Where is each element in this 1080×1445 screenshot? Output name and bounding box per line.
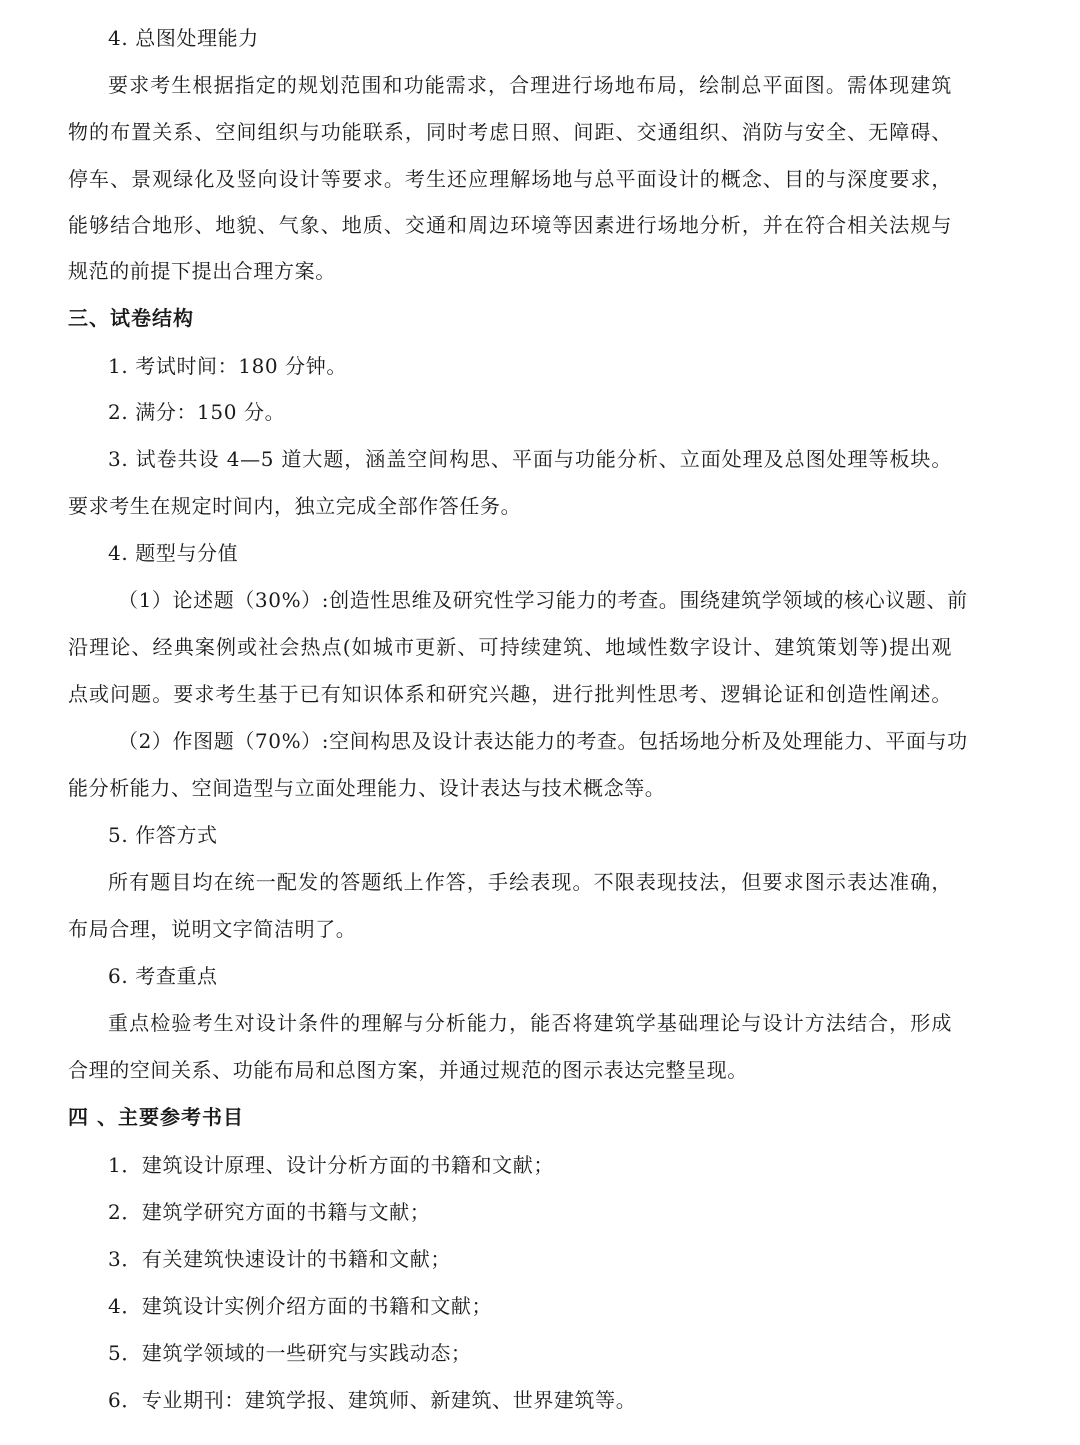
paragraph-line: （2）作图题（70%）:空间构思及设计表达能力的考查。包括场地分析及处理能力、平面与功: [118, 729, 968, 753]
reference-item: 6．专业期刊：建筑学报、建筑师、新建筑、世界建筑等。: [108, 1388, 637, 1412]
subsection-title: 5. 作答方式: [108, 823, 218, 847]
paragraph-line: 能够结合地形、地貌、气象、地质、交通和周边环境等因素进行场地分析，并在符合相关法规与: [68, 213, 952, 237]
section-heading: 三、试卷结构: [68, 306, 194, 330]
paragraph-line: 合理的空间关系、功能布局和总图方案，并通过规范的图示表达完整呈现。: [68, 1058, 748, 1082]
paragraph-line: 物的布置关系、空间组织与功能联系，同时考虑日照、间距、交通组织、消防与安全、无障碍、: [68, 120, 952, 144]
paragraph-line: 沿理论、经典案例或社会热点(如城市更新、可持续建筑、地域性数字设计、建筑策划等)提出观: [68, 635, 952, 659]
paragraph-line: 点或问题。要求考生基于已有知识体系和研究兴趣，进行批判性思考、逻辑论证和创造性阐述。: [68, 682, 952, 706]
paragraph-line: 要求考生在规定时间内，独立完成全部作答任务。: [68, 494, 522, 518]
paragraph-line: 停车、景观绿化及竖向设计等要求。考生还应理解场地与总平面设计的概念、目的与深度要求，: [68, 167, 952, 191]
paragraph-line: 3. 试卷共设 4—5 道大题，涵盖空间构思、平面与功能分析、立面处理及总图处理等板块。: [108, 447, 952, 471]
reference-item: 5．建筑学领域的一些研究与实践动态；: [108, 1341, 472, 1365]
reference-item: 3．有关建筑快速设计的书籍和文献；: [108, 1247, 451, 1271]
list-item: 1. 考试时间：180 分钟。: [108, 354, 347, 378]
reference-item: 1．建筑设计原理、设计分析方面的书籍和文献；: [108, 1153, 554, 1177]
list-item: 2. 满分：150 分。: [108, 400, 286, 424]
paragraph-line: （1）论述题（30%）:创造性思维及研究性学习能力的考查。围绕建筑学领域的核心议题、前: [118, 588, 968, 612]
paragraph-line: 重点检验考生对设计条件的理解与分析能力，能否将建筑学基础理论与设计方法结合，形成: [108, 1011, 952, 1035]
reference-item: 4．建筑设计实例介绍方面的书籍和文献；: [108, 1294, 493, 1318]
paragraph-line: 规范的前提下提出合理方案。: [68, 259, 336, 283]
paragraph-line: 所有题目均在统一配发的答题纸上作答，手绘表现。不限表现技法，但要求图示表达准确，: [108, 870, 952, 894]
paragraph-line: 要求考生根据指定的规划范围和功能需求，合理进行场地布局，绘制总平面图。需体现建筑: [108, 73, 952, 97]
section-heading: 四 、主要参考书目: [68, 1105, 244, 1129]
subsection-title: 4. 题型与分值: [108, 541, 239, 565]
reference-item: 2．建筑学研究方面的书籍与文献；: [108, 1200, 431, 1224]
subsection-title: 6. 考查重点: [108, 964, 218, 988]
subsection-title: 4. 总图处理能力: [108, 26, 259, 50]
paragraph-line: 能分析能力、空间造型与立面处理能力、设计表达与技术概念等。: [68, 776, 666, 800]
paragraph-line: 布局合理，说明文字简洁明了。: [68, 917, 357, 941]
